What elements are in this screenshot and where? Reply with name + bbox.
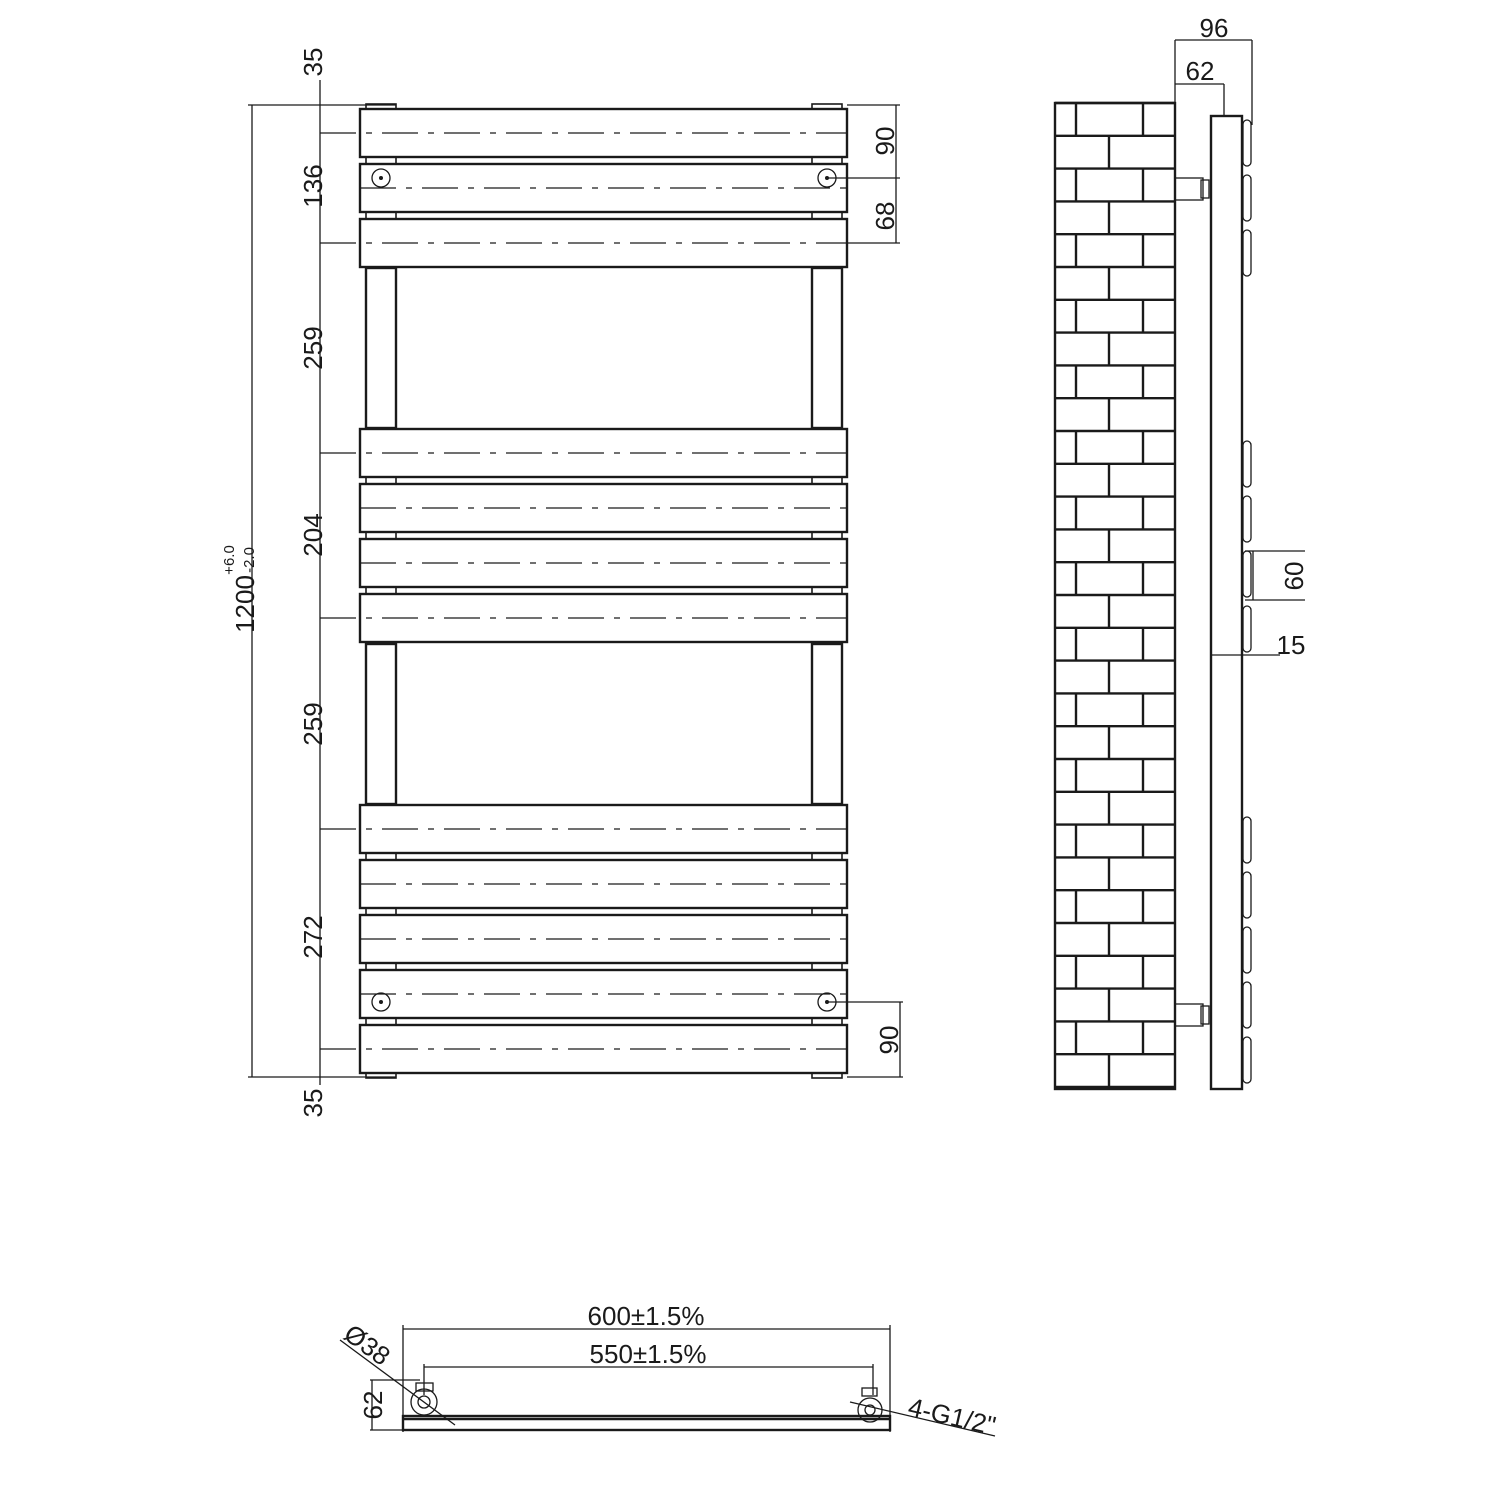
dim-left-6: 35 bbox=[298, 1088, 328, 1118]
side-view bbox=[1055, 40, 1305, 1089]
right-upright-lower bbox=[812, 644, 842, 804]
bar-gap: 15 bbox=[1276, 630, 1306, 660]
dim-left-2: 259 bbox=[298, 326, 328, 370]
dim-right-top-0: 90 bbox=[870, 126, 900, 156]
dim-left-4: 259 bbox=[298, 702, 328, 746]
brick-wall bbox=[1055, 103, 1175, 1089]
dim-right-top-1: 68 bbox=[870, 201, 900, 231]
right-upright-upper bbox=[812, 268, 842, 428]
pipe-diameter: Ø38 bbox=[338, 1318, 396, 1372]
top-depth: 62 bbox=[358, 1390, 388, 1420]
wall-bracket-bottom bbox=[1175, 1004, 1203, 1026]
depth-overall: 96 bbox=[1199, 13, 1229, 43]
height-tol-plus: +6.0 bbox=[221, 545, 238, 575]
dim-left-1: 136 bbox=[298, 164, 328, 208]
bar-height: 60 bbox=[1279, 561, 1309, 591]
width-overall: 600±1.5% bbox=[587, 1301, 705, 1331]
height-tol-minus: -2.0 bbox=[241, 547, 258, 573]
front-view bbox=[248, 80, 903, 1085]
horizontal-bars bbox=[360, 109, 847, 1073]
dim-left-5: 272 bbox=[298, 915, 328, 959]
left-upright-lower bbox=[366, 644, 396, 804]
dim-left-3: 204 bbox=[298, 513, 328, 557]
wall-bracket-top bbox=[1175, 178, 1203, 200]
depth-to-wall: 62 bbox=[1185, 56, 1215, 86]
bar-profiles bbox=[1243, 120, 1251, 1083]
left-upright-upper bbox=[366, 268, 396, 428]
overall-height: 1200 bbox=[230, 575, 260, 633]
pipe-centres: 550±1.5% bbox=[589, 1339, 707, 1369]
dim-right-bottom-0: 90 bbox=[874, 1025, 904, 1055]
upright-profile bbox=[1211, 116, 1242, 1089]
dim-left-0: 35 bbox=[298, 47, 328, 77]
connections-label: 4-G1/2" bbox=[905, 1391, 999, 1441]
centre-lines bbox=[320, 133, 847, 1049]
